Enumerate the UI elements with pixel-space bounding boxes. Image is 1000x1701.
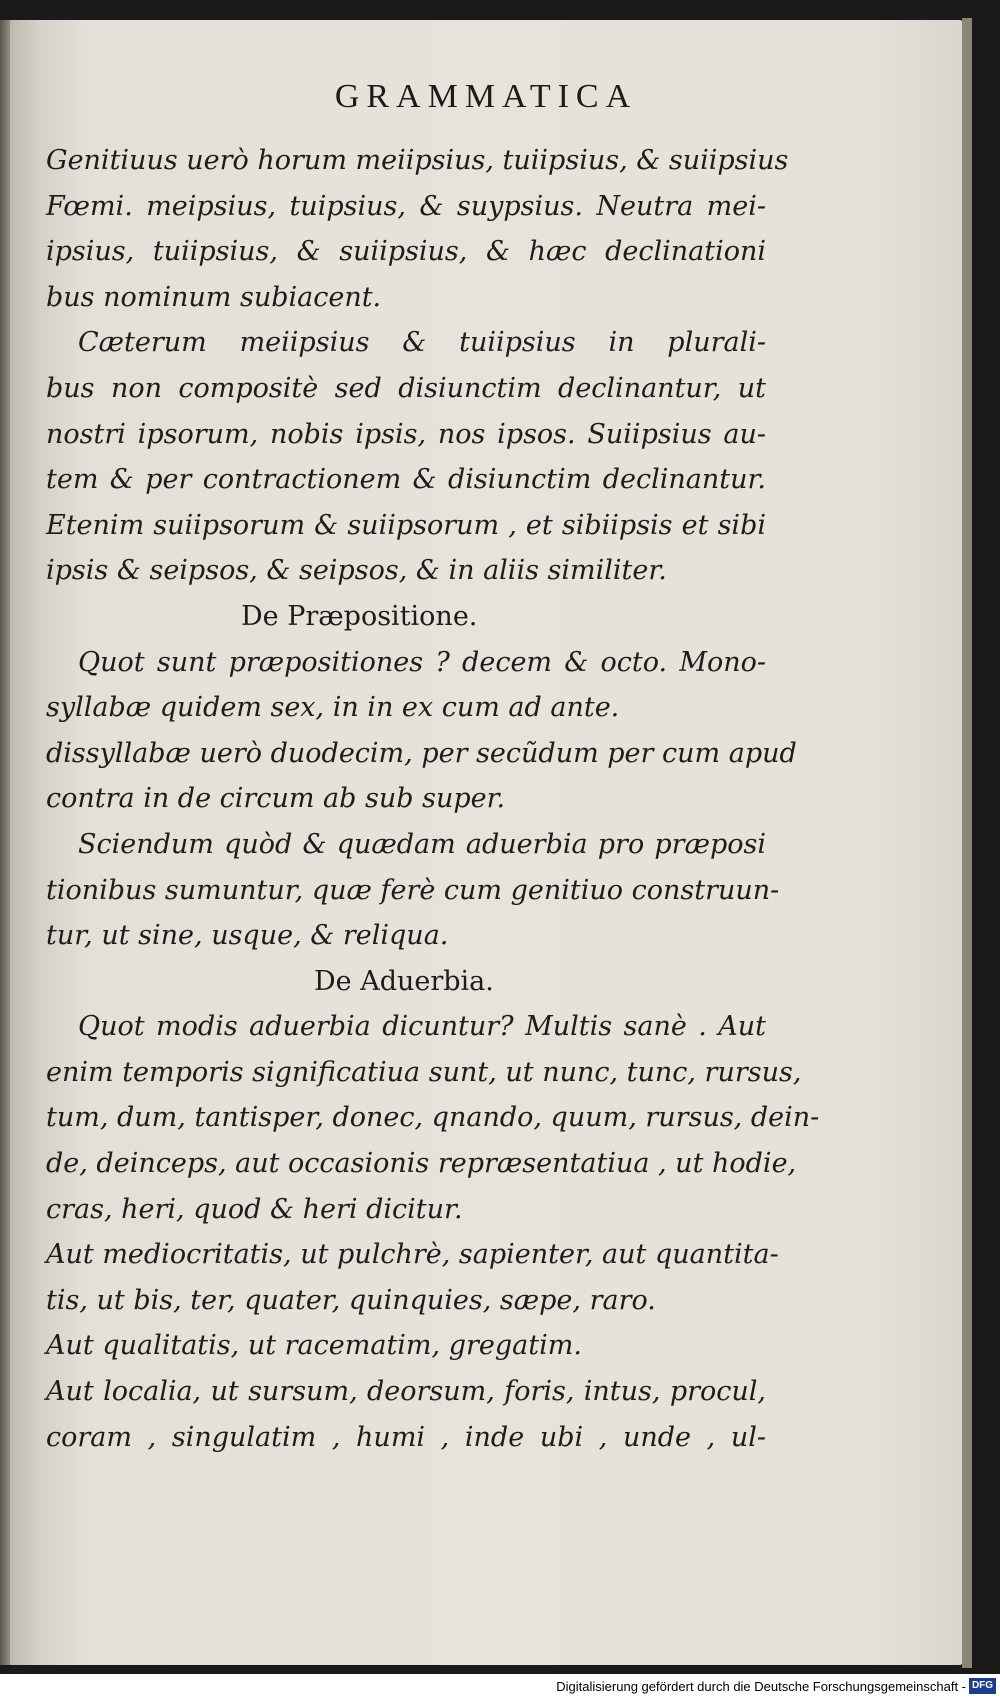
text-line: cras, heri, quod & heri dicitur. xyxy=(46,1193,463,1225)
running-head: GRAMMATICA xyxy=(334,78,638,115)
text-line: tur, ut sine, usque, & reliqua. xyxy=(46,920,449,952)
section-heading: De Præpositione. xyxy=(241,600,478,632)
text-line: Quot modis aduerbia dicuntur? Multis sanè . Aut xyxy=(78,1011,766,1043)
section-heading: De Aduerbia. xyxy=(314,965,494,997)
text-line: Fœmi. meipsius, tuipsius, & suypsius. Neutra mei- xyxy=(46,190,766,222)
page-text xyxy=(46,138,820,1460)
text-line: bus nominum subiacent. xyxy=(46,281,382,313)
text-line: ipsis & seipsos, & seipsos, & in aliis similiter. xyxy=(46,555,667,587)
text-line: tis, ut bis, ter, quater, quinquies, sæpe, raro. xyxy=(46,1284,656,1316)
text-line: Aut qualitatis, ut racematim, gregatim. xyxy=(46,1330,582,1362)
funding-credit: Digitalisierung gefördert durch die Deutsche Forschungsgemeinschaft - xyxy=(556,1679,966,1694)
text-line: Sciendum quòd & quædam aduerbia pro præposi xyxy=(78,828,766,860)
text-line: tem & per contractionem & disiunctim declinantur. xyxy=(46,464,766,496)
text-line: Quot sunt præpositiones ? decem & octo. Mono- xyxy=(78,646,766,678)
text-line: Etenim suiipsorum & suiipsorum , et sibiipsis et sibi xyxy=(46,509,766,541)
text-line: bus non compositè sed disiunctim declinantur, ut xyxy=(46,372,766,404)
text-line: coram , singulatim , humi , inde ubi , unde , ul- xyxy=(46,1421,766,1453)
page-edge xyxy=(962,18,972,1668)
digitization-footer xyxy=(0,1674,1000,1701)
text-line: Aut localia, ut sursum, deorsum, foris, intus, procul, xyxy=(46,1376,766,1408)
text-line: Aut mediocritatis, ut pulchrè, sapienter, aut quantita- xyxy=(46,1239,779,1271)
text-line: tum, dum, tantisper, donec, qnando, quum, rursus, dein- xyxy=(46,1102,820,1134)
dfg-logo: DFG xyxy=(969,1678,996,1694)
text-line: enim temporis significatiua sunt, ut nunc, tunc, rursus, xyxy=(46,1056,802,1088)
book-page xyxy=(10,20,962,1665)
text-line: Cæterum meiipsius & tuiipsius in plurali- xyxy=(78,327,766,359)
text-line: tionibus sumuntur, quæ ferè cum genitiuo construun- xyxy=(46,874,780,906)
text-line: de, deinceps, aut occasionis repræsentatiua , ut hodie, xyxy=(46,1148,797,1180)
text-line: Genitiuus uerò horum meiipsius, tuiipsius, & suiipsius xyxy=(46,145,789,176)
text-line: nostri ipsorum, nobis ipsis, nos ipsos. Suiipsius au- xyxy=(46,418,766,450)
text-line: dissyllabæ uerò duodecim, per secũdum per cum apud xyxy=(46,737,797,769)
text-line: ipsius, tuiipsius, & suiipsius, & hæc declinationi xyxy=(46,236,766,268)
text-line: syllabæ quidem sex, in in ex cum ad ante. xyxy=(46,692,620,724)
text-line: contra in de circum ab sub super. xyxy=(46,783,506,815)
